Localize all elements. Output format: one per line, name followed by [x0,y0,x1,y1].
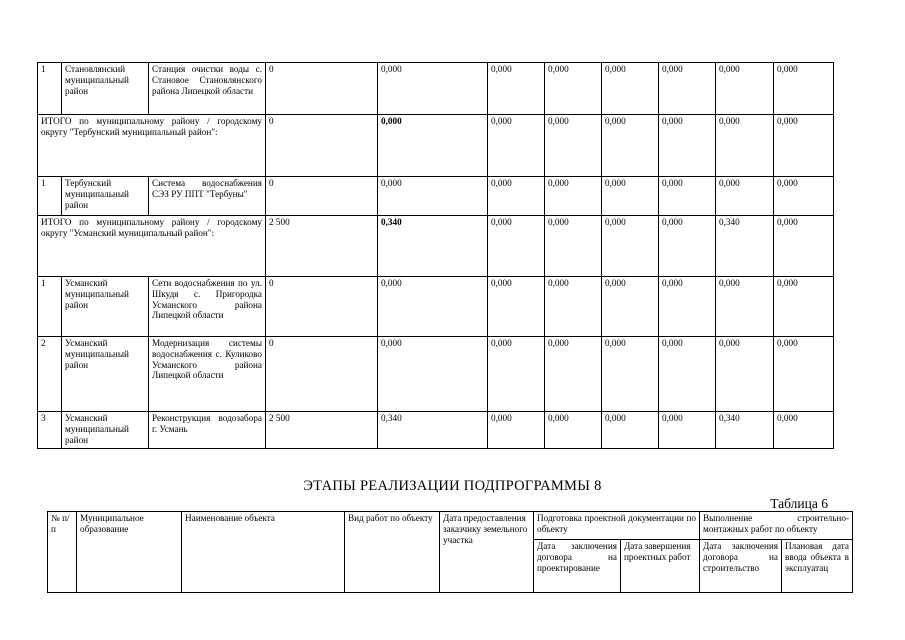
cell-object: Система водоснабжения СЭЗ РУ ППТ "Тербуны" [149,177,266,216]
cell-c7: 0,000 [716,277,774,337]
cell-c8: 0,000 [774,216,834,277]
table-row [38,337,834,412]
cell-c2: 0,000 [378,115,488,177]
cell-c4: 0,000 [545,216,602,277]
cell-c1: 0 [266,337,378,412]
cell-c3: 0,000 [488,277,545,337]
cell-c2: 0,340 [378,216,488,277]
cell-object: Станция очистки воды с. Становое Становлянского района Липецкой области [149,63,266,115]
cell-c5: 0,000 [602,277,659,337]
cell-c3: 0,000 [488,63,545,115]
cell-c7: 0,340 [716,412,774,449]
cell-c6: 0,000 [659,63,716,115]
header-municipality: Муниципальное образование [77,512,182,593]
cell-c8: 0,000 [774,63,834,115]
header-constr-contract: Дата заключения договора на строительство [700,540,782,593]
cell-c6: 0,000 [659,115,716,177]
cell-c6: 0,000 [659,177,716,216]
cell-c2: 0,000 [378,63,488,115]
cell-municipality: Усманский муниципальный район [62,277,149,337]
table-number: Таблица 6 [770,496,828,511]
cell-c5: 0,000 [602,63,659,115]
cell-c2: 0,000 [378,337,488,412]
cell-c4: 0,000 [545,115,602,177]
cell-c5: 0,000 [602,115,659,177]
cell-c2: 0,000 [378,277,488,337]
header-commissioning: Плановая дата ввода объекта в эксплуатац [782,540,853,593]
cell-c4: 0,000 [545,277,602,337]
cell-c7: 0,000 [716,177,774,216]
cell-c1: 0 [266,115,378,177]
cell-c4: 0,000 [545,412,602,449]
header-land-date: Дата предоставления заказчику земельного участка [440,512,534,593]
cell-c1: 2 500 [266,216,378,277]
cell-c2: 0,000 [378,177,488,216]
cell-c5: 0,000 [602,216,659,277]
table-row [38,177,834,216]
cell-c1: 2 500 [266,412,378,449]
cell-num: 1 [38,63,62,115]
cell-c4: 0,000 [545,63,602,115]
cell-c6: 0,000 [659,412,716,449]
cell-c3: 0,000 [488,337,545,412]
header-design-finish: Дата завершения проектных работ [621,540,700,593]
cell-c3: 0,000 [488,177,545,216]
header-num: № п/п [48,512,77,593]
header-design: Подготовка проектной документации по объекту [534,512,700,540]
cell-c8: 0,000 [774,412,834,449]
cell-num: 1 [38,177,62,216]
cell-label: ИТОГО по муниципальному району / городскому округу "Усманский муниципальный район": [38,216,266,277]
cell-c3: 0,000 [488,412,545,449]
table-row [38,63,834,115]
cell-c6: 0,000 [659,216,716,277]
cell-c5: 0,000 [602,412,659,449]
cell-c1: 0 [266,63,378,115]
cell-num: 1 [38,277,62,337]
cell-c8: 0,000 [774,177,834,216]
cell-c3: 0,000 [488,216,545,277]
cell-object: Сети водоснабжения по ул. Шкудя с. Пригородка Усманского района Липецкой области [149,277,266,337]
cell-c8: 0,000 [774,277,834,337]
cell-num: 3 [38,412,62,449]
cell-c1: 0 [266,277,378,337]
header-design-contract: Дата заключения договора на проектирование [534,540,621,593]
cell-c8: 0,000 [774,337,834,412]
cell-num: 2 [38,337,62,412]
header-object: Наименование объекта [182,512,345,593]
cell-municipality: Становлянский муниципальный район [62,63,149,115]
cell-c3: 0,000 [488,115,545,177]
cell-municipality: Тербунский муниципальный район [62,177,149,216]
cell-c5: 0,000 [602,177,659,216]
section-title: ЭТАПЫ РЕАЛИЗАЦИИ ПОДПРОГРАММЫ 8 [303,478,602,494]
cell-municipality: Усманский муниципальный район [62,337,149,412]
cell-object: Модернизация системы водоснабжения с. Куликово Усманского района Липецкой области [149,337,266,412]
cell-object: Реконструкция водозабора г. Усмань [149,412,266,449]
cell-c5: 0,000 [602,337,659,412]
cell-c7: 0,000 [716,115,774,177]
cell-c2: 0,340 [378,412,488,449]
table-row [38,412,834,449]
cell-c7: 0,340 [716,216,774,277]
cell-c1: 0 [266,177,378,216]
cell-c4: 0,000 [545,177,602,216]
header-construction: Выполнение строительно-монтажных работ по объекту [700,512,853,540]
cell-c6: 0,000 [659,277,716,337]
total-row [38,216,834,277]
cell-c6: 0,000 [659,337,716,412]
header-work-type: Вид работ по объекту [345,512,440,593]
cell-label: ИТОГО по муниципальному району / городскому округу "Тербунский муниципальный район": [38,115,266,177]
cell-c7: 0,000 [716,337,774,412]
table-row [38,277,834,337]
stages-table [47,511,853,593]
cell-municipality: Усманский муниципальный район [62,412,149,449]
funding-table [37,62,834,449]
total-row [38,115,834,177]
cell-c7: 0,000 [716,63,774,115]
funding-table-body [38,63,834,449]
cell-c8: 0,000 [774,115,834,177]
cell-c4: 0,000 [545,337,602,412]
